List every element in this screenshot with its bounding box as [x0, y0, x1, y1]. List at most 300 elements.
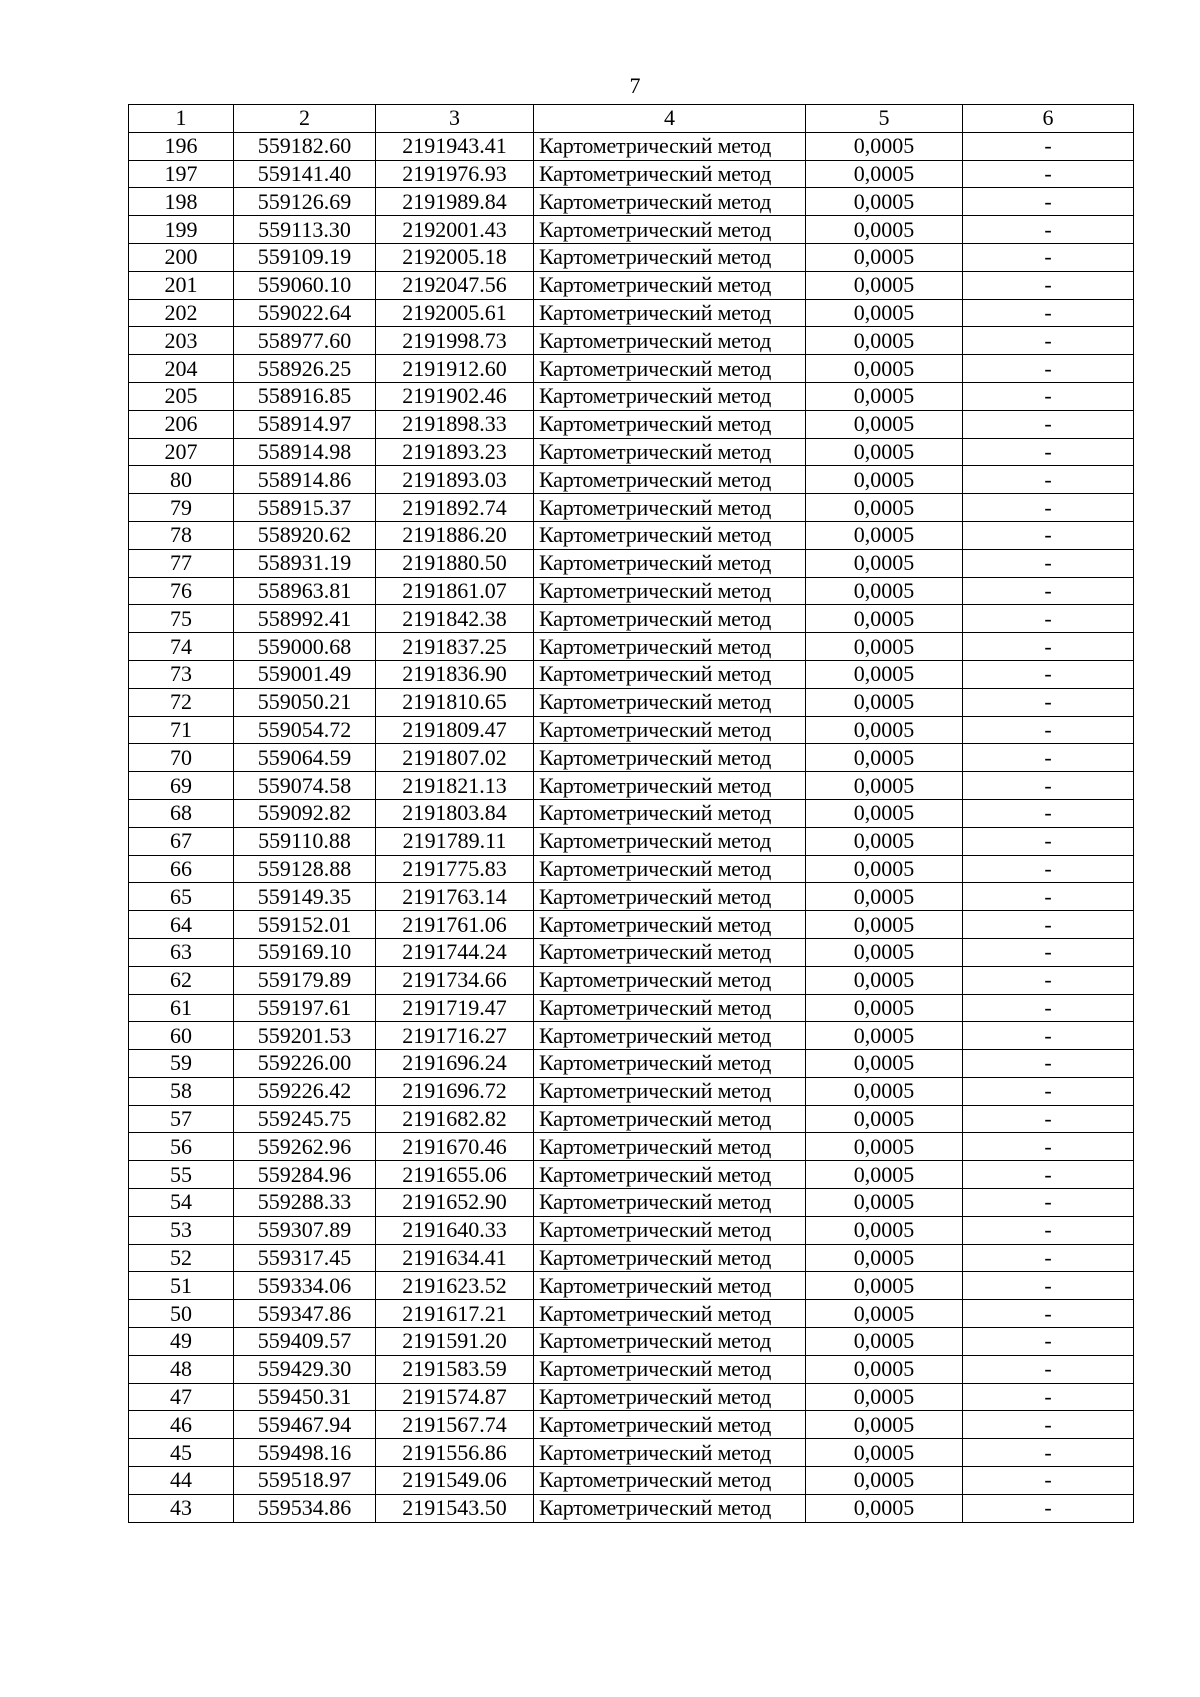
table-row: [129, 494, 1134, 522]
y-coordinate-cell: 2191567.74: [376, 1411, 534, 1439]
point-number-cell: 65: [129, 883, 234, 911]
table-row: [129, 1216, 1134, 1244]
note-cell: -: [963, 1077, 1134, 1105]
method-cell: Картометрический метод: [534, 1411, 806, 1439]
method-cell: Картометрический метод: [534, 188, 806, 216]
y-coordinate-cell: 2191763.14: [376, 883, 534, 911]
accuracy-cell: 0,0005: [806, 1467, 963, 1495]
accuracy-cell: 0,0005: [806, 1300, 963, 1328]
x-coordinate-cell: 558931.19: [234, 549, 376, 577]
table-row: [129, 327, 1134, 355]
note-cell: -: [963, 160, 1134, 188]
accuracy-cell: 0,0005: [806, 1216, 963, 1244]
x-coordinate-cell: 559141.40: [234, 160, 376, 188]
table-row: [129, 355, 1134, 383]
y-coordinate-cell: 2191670.46: [376, 1133, 534, 1161]
accuracy-cell: 0,0005: [806, 410, 963, 438]
y-coordinate-cell: 2191810.65: [376, 688, 534, 716]
point-number-cell: 47: [129, 1383, 234, 1411]
point-number-cell: 64: [129, 911, 234, 939]
point-number-cell: 197: [129, 160, 234, 188]
x-coordinate-cell: 559179.89: [234, 966, 376, 994]
note-cell: -: [963, 1133, 1134, 1161]
accuracy-cell: 0,0005: [806, 744, 963, 772]
point-number-cell: 75: [129, 605, 234, 633]
table-row: [129, 744, 1134, 772]
table-row: [129, 855, 1134, 883]
accuracy-cell: 0,0005: [806, 716, 963, 744]
note-cell: -: [963, 660, 1134, 688]
y-coordinate-cell: 2192005.61: [376, 299, 534, 327]
method-cell: Картометрический метод: [534, 160, 806, 188]
y-coordinate-cell: 2191902.46: [376, 382, 534, 410]
x-coordinate-cell: 558914.86: [234, 466, 376, 494]
note-cell: -: [963, 494, 1134, 522]
x-coordinate-cell: 558963.81: [234, 577, 376, 605]
note-cell: -: [963, 1383, 1134, 1411]
accuracy-cell: 0,0005: [806, 688, 963, 716]
point-number-cell: 206: [129, 410, 234, 438]
note-cell: -: [963, 1022, 1134, 1050]
accuracy-cell: 0,0005: [806, 216, 963, 244]
table-row: [129, 1077, 1134, 1105]
accuracy-cell: 0,0005: [806, 1494, 963, 1522]
table-row: [129, 1467, 1134, 1495]
method-cell: Картометрический метод: [534, 521, 806, 549]
method-cell: Картометрический метод: [534, 382, 806, 410]
y-coordinate-cell: 2192005.18: [376, 243, 534, 271]
header-cell: 3: [376, 105, 534, 133]
table-body: [129, 132, 1134, 1522]
point-number-cell: 68: [129, 799, 234, 827]
note-cell: -: [963, 966, 1134, 994]
x-coordinate-cell: 559334.06: [234, 1272, 376, 1300]
accuracy-cell: 0,0005: [806, 466, 963, 494]
point-number-cell: 74: [129, 633, 234, 661]
point-number-cell: 205: [129, 382, 234, 410]
point-number-cell: 52: [129, 1244, 234, 1272]
x-coordinate-cell: 559060.10: [234, 271, 376, 299]
note-cell: -: [963, 299, 1134, 327]
method-cell: Картометрический метод: [534, 1216, 806, 1244]
table-row: [129, 633, 1134, 661]
table-row: [129, 1411, 1134, 1439]
y-coordinate-cell: 2191836.90: [376, 660, 534, 688]
x-coordinate-cell: 559288.33: [234, 1189, 376, 1217]
note-cell: -: [963, 1300, 1134, 1328]
table-row: [129, 938, 1134, 966]
accuracy-cell: 0,0005: [806, 1439, 963, 1467]
method-cell: Картометрический метод: [534, 410, 806, 438]
method-cell: Картометрический метод: [534, 1439, 806, 1467]
y-coordinate-cell: 2191893.23: [376, 438, 534, 466]
y-coordinate-cell: 2191583.59: [376, 1355, 534, 1383]
x-coordinate-cell: 559429.30: [234, 1355, 376, 1383]
y-coordinate-cell: 2191893.03: [376, 466, 534, 494]
x-coordinate-cell: 559054.72: [234, 716, 376, 744]
x-coordinate-cell: 559169.10: [234, 938, 376, 966]
x-coordinate-cell: 559245.75: [234, 1105, 376, 1133]
x-coordinate-cell: 559197.61: [234, 994, 376, 1022]
y-coordinate-cell: 2191761.06: [376, 911, 534, 939]
note-cell: -: [963, 1411, 1134, 1439]
table-row: [129, 799, 1134, 827]
method-cell: Картометрический метод: [534, 1328, 806, 1356]
point-number-cell: 58: [129, 1077, 234, 1105]
table-row: [129, 1022, 1134, 1050]
table-row: [129, 466, 1134, 494]
method-cell: Картометрический метод: [534, 1467, 806, 1495]
y-coordinate-cell: 2191696.72: [376, 1077, 534, 1105]
method-cell: Картометрический метод: [534, 438, 806, 466]
table-row: [129, 994, 1134, 1022]
y-coordinate-cell: 2191556.86: [376, 1439, 534, 1467]
point-number-cell: 56: [129, 1133, 234, 1161]
point-number-cell: 46: [129, 1411, 234, 1439]
note-cell: -: [963, 466, 1134, 494]
method-cell: Картометрический метод: [534, 577, 806, 605]
y-coordinate-cell: 2191976.93: [376, 160, 534, 188]
x-coordinate-cell: 559001.49: [234, 660, 376, 688]
point-number-cell: 71: [129, 716, 234, 744]
table-row: [129, 772, 1134, 800]
point-number-cell: 60: [129, 1022, 234, 1050]
point-number-cell: 199: [129, 216, 234, 244]
note-cell: -: [963, 1050, 1134, 1078]
x-coordinate-cell: 559050.21: [234, 688, 376, 716]
accuracy-cell: 0,0005: [806, 772, 963, 800]
point-number-cell: 55: [129, 1161, 234, 1189]
method-cell: Картометрический метод: [534, 549, 806, 577]
table-row: [129, 549, 1134, 577]
x-coordinate-cell: 559534.86: [234, 1494, 376, 1522]
accuracy-cell: 0,0005: [806, 799, 963, 827]
note-cell: -: [963, 1355, 1134, 1383]
x-coordinate-cell: 559182.60: [234, 132, 376, 160]
method-cell: Картометрический метод: [534, 1189, 806, 1217]
note-cell: -: [963, 799, 1134, 827]
point-number-cell: 67: [129, 827, 234, 855]
accuracy-cell: 0,0005: [806, 1272, 963, 1300]
y-coordinate-cell: 2191623.52: [376, 1272, 534, 1300]
x-coordinate-cell: 559109.19: [234, 243, 376, 271]
y-coordinate-cell: 2191696.24: [376, 1050, 534, 1078]
method-cell: Картометрический метод: [534, 938, 806, 966]
accuracy-cell: 0,0005: [806, 243, 963, 271]
table-row: [129, 271, 1134, 299]
accuracy-cell: 0,0005: [806, 160, 963, 188]
point-number-cell: 44: [129, 1467, 234, 1495]
y-coordinate-cell: 2191821.13: [376, 772, 534, 800]
method-cell: Картометрический метод: [534, 1244, 806, 1272]
y-coordinate-cell: 2191842.38: [376, 605, 534, 633]
point-number-cell: 78: [129, 521, 234, 549]
accuracy-cell: 0,0005: [806, 577, 963, 605]
method-cell: Картометрический метод: [534, 327, 806, 355]
accuracy-cell: 0,0005: [806, 911, 963, 939]
accuracy-cell: 0,0005: [806, 327, 963, 355]
x-coordinate-cell: 559347.86: [234, 1300, 376, 1328]
method-cell: Картометрический метод: [534, 1077, 806, 1105]
x-coordinate-cell: 559307.89: [234, 1216, 376, 1244]
point-number-cell: 62: [129, 966, 234, 994]
x-coordinate-cell: 559317.45: [234, 1244, 376, 1272]
y-coordinate-cell: 2191549.06: [376, 1467, 534, 1495]
point-number-cell: 50: [129, 1300, 234, 1328]
accuracy-cell: 0,0005: [806, 1411, 963, 1439]
y-coordinate-cell: 2191716.27: [376, 1022, 534, 1050]
note-cell: -: [963, 744, 1134, 772]
y-coordinate-cell: 2191989.84: [376, 188, 534, 216]
y-coordinate-cell: 2191998.73: [376, 327, 534, 355]
x-coordinate-cell: 559022.64: [234, 299, 376, 327]
table-row: [129, 1244, 1134, 1272]
method-cell: Картометрический метод: [534, 243, 806, 271]
accuracy-cell: 0,0005: [806, 271, 963, 299]
note-cell: -: [963, 605, 1134, 633]
y-coordinate-cell: 2191861.07: [376, 577, 534, 605]
x-coordinate-cell: 559226.42: [234, 1077, 376, 1105]
accuracy-cell: 0,0005: [806, 382, 963, 410]
note-cell: -: [963, 438, 1134, 466]
point-number-cell: 63: [129, 938, 234, 966]
accuracy-cell: 0,0005: [806, 1077, 963, 1105]
method-cell: Картометрический метод: [534, 744, 806, 772]
accuracy-cell: 0,0005: [806, 494, 963, 522]
x-coordinate-cell: 558926.25: [234, 355, 376, 383]
x-coordinate-cell: 558916.85: [234, 382, 376, 410]
note-cell: -: [963, 382, 1134, 410]
y-coordinate-cell: 2191789.11: [376, 827, 534, 855]
method-cell: Картометрический метод: [534, 772, 806, 800]
note-cell: -: [963, 938, 1134, 966]
note-cell: -: [963, 772, 1134, 800]
x-coordinate-cell: 558914.97: [234, 410, 376, 438]
y-coordinate-cell: 2191652.90: [376, 1189, 534, 1217]
x-coordinate-cell: 559128.88: [234, 855, 376, 883]
method-cell: Картометрический метод: [534, 216, 806, 244]
note-cell: -: [963, 577, 1134, 605]
method-cell: Картометрический метод: [534, 660, 806, 688]
note-cell: -: [963, 410, 1134, 438]
header-cell: 6: [963, 105, 1134, 133]
point-number-cell: 66: [129, 855, 234, 883]
accuracy-cell: 0,0005: [806, 855, 963, 883]
point-number-cell: 45: [129, 1439, 234, 1467]
x-coordinate-cell: 558920.62: [234, 521, 376, 549]
table-header: [129, 105, 1134, 133]
accuracy-cell: 0,0005: [806, 1355, 963, 1383]
page-number: 7: [629, 73, 641, 98]
coordinates-table: [128, 104, 1134, 1523]
note-cell: -: [963, 243, 1134, 271]
header-row: [129, 105, 1134, 133]
table-row: [129, 1050, 1134, 1078]
accuracy-cell: 0,0005: [806, 1244, 963, 1272]
table-row: [129, 1328, 1134, 1356]
note-cell: -: [963, 1105, 1134, 1133]
method-cell: Картометрический метод: [534, 716, 806, 744]
note-cell: -: [963, 688, 1134, 716]
table-row: [129, 410, 1134, 438]
table-row: [129, 688, 1134, 716]
table-row: [129, 577, 1134, 605]
accuracy-cell: 0,0005: [806, 966, 963, 994]
table-row: [129, 1439, 1134, 1467]
point-number-cell: 53: [129, 1216, 234, 1244]
point-number-cell: 61: [129, 994, 234, 1022]
x-coordinate-cell: 559262.96: [234, 1133, 376, 1161]
x-coordinate-cell: 559074.58: [234, 772, 376, 800]
x-coordinate-cell: 559467.94: [234, 1411, 376, 1439]
table-row: [129, 660, 1134, 688]
method-cell: Картометрический метод: [534, 633, 806, 661]
accuracy-cell: 0,0005: [806, 188, 963, 216]
accuracy-cell: 0,0005: [806, 1050, 963, 1078]
method-cell: Картометрический метод: [534, 1272, 806, 1300]
y-coordinate-cell: 2191886.20: [376, 521, 534, 549]
note-cell: -: [963, 549, 1134, 577]
note-cell: -: [963, 1189, 1134, 1217]
table-row: [129, 243, 1134, 271]
method-cell: Картометрический метод: [534, 994, 806, 1022]
y-coordinate-cell: 2192001.43: [376, 216, 534, 244]
method-cell: Картометрический метод: [534, 855, 806, 883]
point-number-cell: 79: [129, 494, 234, 522]
y-coordinate-cell: 2191775.83: [376, 855, 534, 883]
x-coordinate-cell: 559450.31: [234, 1383, 376, 1411]
x-coordinate-cell: 559149.35: [234, 883, 376, 911]
accuracy-cell: 0,0005: [806, 132, 963, 160]
point-number-cell: 69: [129, 772, 234, 800]
y-coordinate-cell: 2191837.25: [376, 633, 534, 661]
method-cell: Картометрический метод: [534, 688, 806, 716]
accuracy-cell: 0,0005: [806, 605, 963, 633]
note-cell: -: [963, 1439, 1134, 1467]
table-row: [129, 1355, 1134, 1383]
method-cell: Картометрический метод: [534, 1355, 806, 1383]
table-row: [129, 299, 1134, 327]
note-cell: -: [963, 1494, 1134, 1522]
x-coordinate-cell: 559126.69: [234, 188, 376, 216]
x-coordinate-cell: 558915.37: [234, 494, 376, 522]
y-coordinate-cell: 2191807.02: [376, 744, 534, 772]
y-coordinate-cell: 2191655.06: [376, 1161, 534, 1189]
x-coordinate-cell: 559201.53: [234, 1022, 376, 1050]
table-row: [129, 1494, 1134, 1522]
x-coordinate-cell: 558992.41: [234, 605, 376, 633]
method-cell: Картометрический метод: [534, 355, 806, 383]
accuracy-cell: 0,0005: [806, 660, 963, 688]
accuracy-cell: 0,0005: [806, 1022, 963, 1050]
method-cell: Картометрический метод: [534, 827, 806, 855]
table-row: [129, 382, 1134, 410]
note-cell: -: [963, 1272, 1134, 1300]
note-cell: -: [963, 521, 1134, 549]
y-coordinate-cell: 2191912.60: [376, 355, 534, 383]
note-cell: -: [963, 827, 1134, 855]
note-cell: -: [963, 216, 1134, 244]
accuracy-cell: 0,0005: [806, 355, 963, 383]
point-number-cell: 196: [129, 132, 234, 160]
header-cell: 5: [806, 105, 963, 133]
y-coordinate-cell: 2191574.87: [376, 1383, 534, 1411]
note-cell: -: [963, 1244, 1134, 1272]
note-cell: -: [963, 188, 1134, 216]
x-coordinate-cell: 559152.01: [234, 911, 376, 939]
method-cell: Картометрический метод: [534, 1133, 806, 1161]
method-cell: Картометрический метод: [534, 966, 806, 994]
note-cell: -: [963, 716, 1134, 744]
table-row: [129, 605, 1134, 633]
table-row: [129, 160, 1134, 188]
accuracy-cell: 0,0005: [806, 1133, 963, 1161]
accuracy-cell: 0,0005: [806, 1161, 963, 1189]
x-coordinate-cell: 559284.96: [234, 1161, 376, 1189]
method-cell: Картометрический метод: [534, 883, 806, 911]
header-cell: 1: [129, 105, 234, 133]
y-coordinate-cell: 2191682.82: [376, 1105, 534, 1133]
note-cell: -: [963, 855, 1134, 883]
accuracy-cell: 0,0005: [806, 827, 963, 855]
header-cell: 4: [534, 105, 806, 133]
method-cell: Картометрический метод: [534, 466, 806, 494]
x-coordinate-cell: 559518.97: [234, 1467, 376, 1495]
note-cell: -: [963, 883, 1134, 911]
method-cell: Картометрический метод: [534, 271, 806, 299]
method-cell: Картометрический метод: [534, 1161, 806, 1189]
accuracy-cell: 0,0005: [806, 938, 963, 966]
x-coordinate-cell: 559000.68: [234, 633, 376, 661]
table-row: [129, 132, 1134, 160]
x-coordinate-cell: 558914.98: [234, 438, 376, 466]
method-cell: Картометрический метод: [534, 1105, 806, 1133]
method-cell: Картометрический метод: [534, 1300, 806, 1328]
point-number-cell: 48: [129, 1355, 234, 1383]
y-coordinate-cell: 2191744.24: [376, 938, 534, 966]
point-number-cell: 49: [129, 1328, 234, 1356]
y-coordinate-cell: 2191543.50: [376, 1494, 534, 1522]
accuracy-cell: 0,0005: [806, 299, 963, 327]
x-coordinate-cell: 558977.60: [234, 327, 376, 355]
point-number-cell: 57: [129, 1105, 234, 1133]
y-coordinate-cell: 2191892.74: [376, 494, 534, 522]
note-cell: -: [963, 1161, 1134, 1189]
method-cell: Картометрический метод: [534, 132, 806, 160]
x-coordinate-cell: 559409.57: [234, 1328, 376, 1356]
y-coordinate-cell: 2191640.33: [376, 1216, 534, 1244]
table-row: [129, 883, 1134, 911]
y-coordinate-cell: 2191719.47: [376, 994, 534, 1022]
y-coordinate-cell: 2191591.20: [376, 1328, 534, 1356]
table-row: [129, 911, 1134, 939]
accuracy-cell: 0,0005: [806, 1189, 963, 1217]
method-cell: Картометрический метод: [534, 1050, 806, 1078]
point-number-cell: 73: [129, 660, 234, 688]
point-number-cell: 72: [129, 688, 234, 716]
table-row: [129, 188, 1134, 216]
point-number-cell: 198: [129, 188, 234, 216]
y-coordinate-cell: 2191803.84: [376, 799, 534, 827]
note-cell: -: [963, 355, 1134, 383]
accuracy-cell: 0,0005: [806, 1328, 963, 1356]
table-row: [129, 966, 1134, 994]
point-number-cell: 77: [129, 549, 234, 577]
method-cell: Картометрический метод: [534, 799, 806, 827]
header-cell: 2: [234, 105, 376, 133]
note-cell: -: [963, 1328, 1134, 1356]
table-row: [129, 1133, 1134, 1161]
